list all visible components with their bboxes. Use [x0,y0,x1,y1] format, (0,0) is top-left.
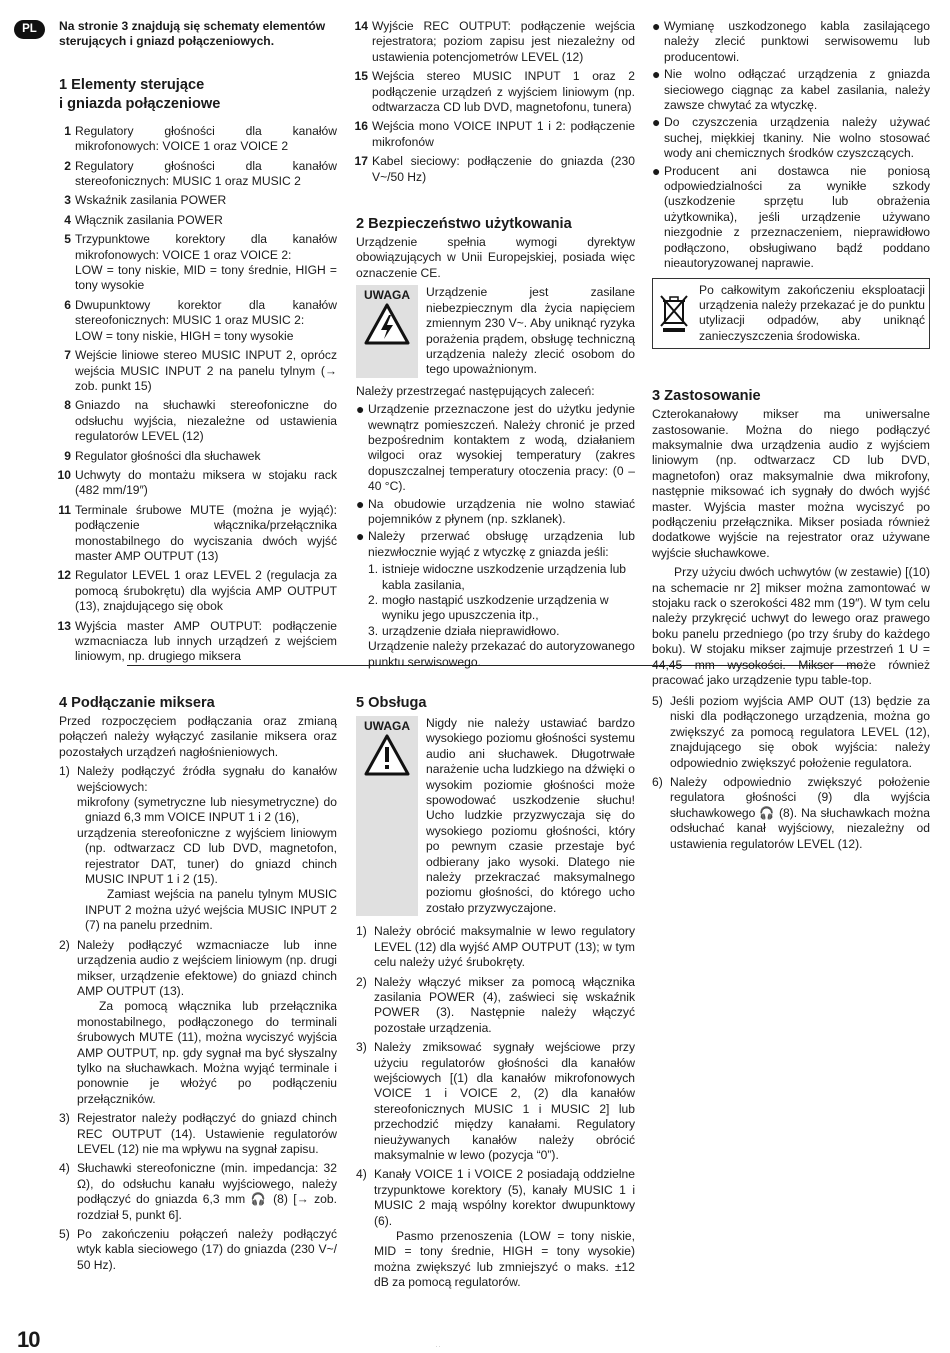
bottom-right-column [652,694,930,856]
crossed-bin-icon [659,293,689,333]
sub-list-item: 1. istnieje widoczne uszkodzenie urządzenia lub kabla zasilania, [368,562,627,592]
page-number: 10 [17,1327,40,1352]
list-item: 7 Wejście liniowe stereo MUSIC INPUT 2, oprócz wejścia MUSIC INPUT 2 na panelu tylnym (→ zob. punkt 15) [64,348,337,393]
bullet-item: ● Do czyszczenia urządzenia należy używać suchej, miękkiej tkaniny. Nie wolno stosować wody ani chemicznych środków czyszczących. [652,114,930,161]
list-item: 4) Słuchawki stereofoniczne (min. impedancja: 32 Ω), do odsłuchu kanału wyjściowego, należy podłączyć do gniazda 6,3 mm 🎧 (8) [→ zob. rozdział 5, punkt 6]. [59,1161,337,1222]
list-item: 17 Kabel sieciowy: podłączenie do gniazda (230 V~/50 Hz) [354,154,635,184]
high-voltage-icon [364,303,410,345]
top-right-column [652,19,930,688]
section-1-list-continued [350,19,635,185]
list-item: 4) Kanały VOICE 1 i VOICE 2 posiadają oddzielne trzypunktowe korektory (5), kanały MUSIC 1 i MUSIC 2 mają wspólny korektor dwupunktowy (6). Pasmo przenoszenia (LOW = tony niskie, MID = tony średnie, HIGH = tony wysokie) można zwiększyć lub zmniejszyć o maks. ±12 dB za pomocą regulatorów. [356,1167,635,1290]
language-badge: PL [14,20,45,39]
intro-text: Na stronie 3 znajdują się schematy elementów sterujących i gniazd połączeniowych. [59,19,326,49]
list-item: 1) Należy obrócić maksymalnie w lewo regulatory LEVEL (12) dla wyjść AMP OUTPUT (13); w tym celu należy użyć śrubokręty. [356,924,635,970]
section-4-title: 4 Podłączanie miksera [59,695,215,711]
warning-text: Nigdy nie należy ustawiać bardzo wysokiego poziomu głośności systemu audio ani słuchawek. Długotrwałe narażenie ucha ludzkiego na dźwięki o wysokim poziomie głośności może spowodować uszkodzenie słuchu! Ucho ludzkie przyzwyczaja się do wysokiego poziomu głośności, który po pewnym czasie przestaje być odbierany jako wysoki. Dlatego nie należy przekraczać maksymalnego poziomu głośności, do którego ucho zostało przyzwyczajone. [426,716,635,915]
bottom-left-column [59,694,337,1277]
warning-label: UWAGA [364,288,410,303]
list-item: 3) Rejestrator należy podłączyć do gniazd chinch REC OUTPUT (14). Ustawienie regulatorów LEVEL (12) nie ma wpływu na sygnał zapisu. [59,1111,337,1156]
bullet-item: ● Urządzenie przeznaczone jest do użytku jedynie wewnątrz pomieszczeń. Należy chronić je przed bezpośrednim kontaktem z wodą, działaniem wilgoci oraz wysokiej temperatury (zakres dopuszczalnej temperatury otoczenia pracy: (0 – 40 °C). [356,401,635,494]
list-item: 15 Wejścia stereo MUSIC INPUT 1 oraz 2 podłączenie urządzeń z wyjściem liniowym (np. odtwarzacza CD lub DVD, magnetofonu, tunera) [354,69,635,115]
list-item: 5) Jeśli poziom wyjścia AMP OUT (13) będzie za niski dla podłączonego urządzenia, można go zwiększyć za pomocą regulatora LEVEL (12), znajdującego się obok wyjścia: należy odpowiednio zwiększyć położenie regulatora. [652,694,930,770]
list-item: 5) Po zakończeniu połączeń należy podłączyć wtyk kabla sieciowego (17) do gniazda (230 V~/ 50 Hz). [59,1227,337,1272]
list-item: 2) Należy włączyć mikser za pomocą włącznika zasilania POWER (4), zaświeci się wskaźnik POWER (3). Następnie należy włączyć pozostałe urządzenia. [356,974,635,1035]
warning-box [356,285,418,377]
list-item: 1 Regulatory głośności dla kanałów mikrofonowych: VOICE 1 oraz VOICE 2 [64,123,337,154]
list-item: 5 Trzypunktowe korektory dla kanałów mikrofonowych: VOICE 1 oraz VOICE 2: LOW = tony niskie, MID = tony średnie, HIGH = tony wysokie [64,232,337,293]
list-item: 6) Należy odpowiednio zwiększyć położenie regulatora głośności (9) dla wyjścia słuchawkowego 🎧 (8). Na słuchawkach można odsłuchać kanał wyjściowy, niezależny od ustawienia regulatorów LEVEL (12). [652,775,930,851]
bullet-item: ● Na obudowie urządzenia nie wolno stawiać pojemników z płynem (np. szklanek). [356,495,635,526]
section-1-title: 1 Elementy sterujące i gniazda połączeniowe [59,76,221,112]
list-item: 1) Należy podłączyć źródła sygnału do kanałów wejściowych: mikrofony (symetryczne lub niesymetryczne) do gniazd 6,3 mm VOICE INPUT 1 i 2 (16), urządzenia stereofoniczne z wyjściem liniowym (np. odtwarzacz CD lub DVD, magnetofon, rejestrator DAT, tuner) do gniazd chinch MUSIC INPUT 1 i 2 (15). Zamiast wejścia na panelu tylnym MUSIC INPUT 2 można użyć wejścia MUSIC INPUT 2 (7) na panelu przednim. [59,764,337,933]
list-item: 4 Włącznik zasilania POWER [64,212,223,227]
section-2-title: 2 Bezpieczeństwo użytkowania [356,216,572,233]
sub-list-item: 2. mogło nastąpić uszkodzenie urządzenia w wyniku jego upuszczenia itp., [368,593,609,623]
exclamation-warning-icon [364,734,410,776]
service-note: Urządzenie należy przekazać do autoryzowanego punktu serwisowego. [368,639,635,669]
list-item: 14 Wyjście REC OUTPUT: podłączenie wejścia rejestratora; poziom zapisu jest niezależny od ustawienia potencjometrów LEVEL (12) [354,19,635,64]
list-item: 9 Regulator głośności dla słuchawek [64,448,261,463]
list-item: 12 Regulator LEVEL 1 oraz LEVEL 2 (regulacja za pomocą śrubokrętu) dla wyjścia AMP OUTPUT (13), znajdującego się obok [57,568,337,614]
list-item: 8 Gniazdo na słuchawki stereofoniczne do odsłuchu wyjścia, niezależne od ustawienia regulatorów LEVEL (12) [64,398,337,444]
bottom-middle-column [356,694,635,1295]
warning-label: UWAGA [364,719,410,733]
list-item: 6 Dwupunktowy korektor dla kanałów stereofonicznych: MUSIC 1 oraz MUSIC 2: LOW = tony niskie, HIGH = tony wysokie [64,297,337,343]
top-left-column [59,19,337,669]
list-item: 3 Wskaźnik zasilania POWER [64,193,227,208]
bullet-item: ● Należy przerwać obsługę urządzenia lub niezwłocznie wyjąć z wtyczkę z gniazda jeśli: [356,528,635,559]
list-item: 2) Należy podłączyć wzmacniacze lub inne urządzenia audio z wejściem liniowym (np. drugi mikser, urządzenie efektowe) do gniazd chinch AMP OUTPUT (13). Za pomocą włącznika lub przełącznika monostabilnego, podłączonego do terminali śrubowych MUTE (11), można wyciszyć wyjścia AMP OUTPUT, np. gdy sygnał ma być słyszalny tylko na słuchawkach. Można wyjąć terminale i ponownie je włożyć po podłączeniu przełączników. [59,937,337,1106]
section-divider [127,665,862,666]
weee-icon-wrap [657,283,691,345]
section-5-title: 5 Obsługa [356,695,427,711]
section-3-paragraph-2: Przy użyciu dwóch uchwytów (w zestawie) [(10) na schemacie nr 2] mikser można zamontować w stojaku rack o szerokości 482 mm (19″). W tym celu należy przykręcić uchwyt do lewego oraz prawego boku panelu przedniego (po trzy śruby do każdego boku). W stojaku mikser zajmuje przestrzeń 1 U = 44,45 mm wysokości. Mikser może również pracować jako urządzenie typu table-top. [652,565,930,688]
section-3-title: 3 Zastosowanie [652,388,761,405]
list-item: 10 Uchwyty do montażu miksera w stojaku rack (482 mm/19″) [57,467,337,498]
sub-list [356,562,635,670]
list-item: 2 Regulatory głośności dla kanałów stereofonicznych: MUSIC 1 oraz MUSIC 2 [64,158,337,189]
footer-dots: . . [436,1343,441,1349]
bullet-item: ● Nie wolno odłączać urządzenia z gniazda sieciowego ciągnąc za kabel zasilania, należy zawsze chwytać za wtyczkę. [652,66,930,113]
list-item: 16 Wejścia mono VOICE INPUT 1 i 2: podłączenie mikrofonów [354,119,635,149]
list-item: 3) Należy zmiksować sygnały wejściowe przy użyciu regulatorów głośności dla kanałów wejściowych [(1) dla kanałów mikrofonowych VOICE 1 i VOICE 2, (2) dla kanałów stereofonicznych MUSIC 1 i MUSIC 2] lub przechodzić między kanałami. Regulatory nieużywanych kanałów należy obrócić maksymalnie w lewo (pozycja “0”). [356,1040,635,1162]
sub-list-item: 3. urządzenie działa nieprawidłowo. [368,623,560,638]
section-3-paragraph-1: Czterokanałowy mikser ma uniwersalne zastosowanie. Można do niego podłączyć maksymalnie dwa urządzenia audio z wyjściem liniowym (np. odtwarzacz CD lub DVD, magnetofon) oraz maksymalnie dwa mikrofony, następnie miksować ich sygnały do dwóch wyjść master. Wyjścia master można wyciszyć po podłączeniu przełącznika. Mikser posiada również dodatkowe wyjście na rejestrator oraz używane wyjście słuchawkowe. [652,407,930,560]
section-2-intro: Urządzenie spełnia wymogi dyrektyw obowiązujących w Unii Europejskiej, posiada więc oznaczenie CE. [356,235,635,280]
warning-text: Urządzenie jest zasilane niebezpiecznym dla życia napięciem zmiennym 230 V~. Aby uniknąć ryzyka porażenia prądem, obsługę techniczną urządzenia należy zlecić osobom do tego upoważnionym. [426,285,635,377]
warning-hearing [356,716,635,916]
top-middle-column [350,19,635,670]
weee-text: Po całkowitym zakończeniu eksploatacji urządzenia należy przekazać je do punktu utylizacji odpadów, aby uniknąć zanieczyszczenia środowiska. [699,282,925,343]
section-2-instructions: Należy przestrzegać następujących zaleceń: [356,383,595,398]
section-1-list [53,124,337,665]
warning-electric [356,285,635,377]
bullet-item: ● Wymianę uszkodzonego kabla zasilającego należy zlecić punktowi serwisowemu lub producentowi. [652,18,930,64]
bullet-item: ● Producent ani dostawca nie poniosą odpowiedzialności za wynikłe szkody (uszkodzenie sprzętu lub obrażenia użytkownika), jeśli urządzenie używano niezgodnie z przeznaczeniem, nieprawidłowo podłączono, obsługiwano bądź poddano nieautoryzowanej naprawie. [652,162,930,271]
section-4-intro: Przed rozpoczęciem podłączania oraz zmianą połączeń należy wyłączyć zasilanie miksera oraz pozostałych urządzeń nagłośnieniowych. [59,714,337,759]
warning-box [356,716,418,916]
list-item: 13 Wyjścia master AMP OUTPUT: podłączenie wzmacniacza lub innych urządzeń z wejściem liniowym, np. drugiego miksera [57,618,337,664]
weee-notice [652,278,930,350]
list-item: 11 Terminale śrubowe MUTE (można je wyjąć): podłączenie włącznika/przełącznika monostabilnego do wyciszania dwóch wyjść master AMP OUTPUT (13) [58,502,337,563]
